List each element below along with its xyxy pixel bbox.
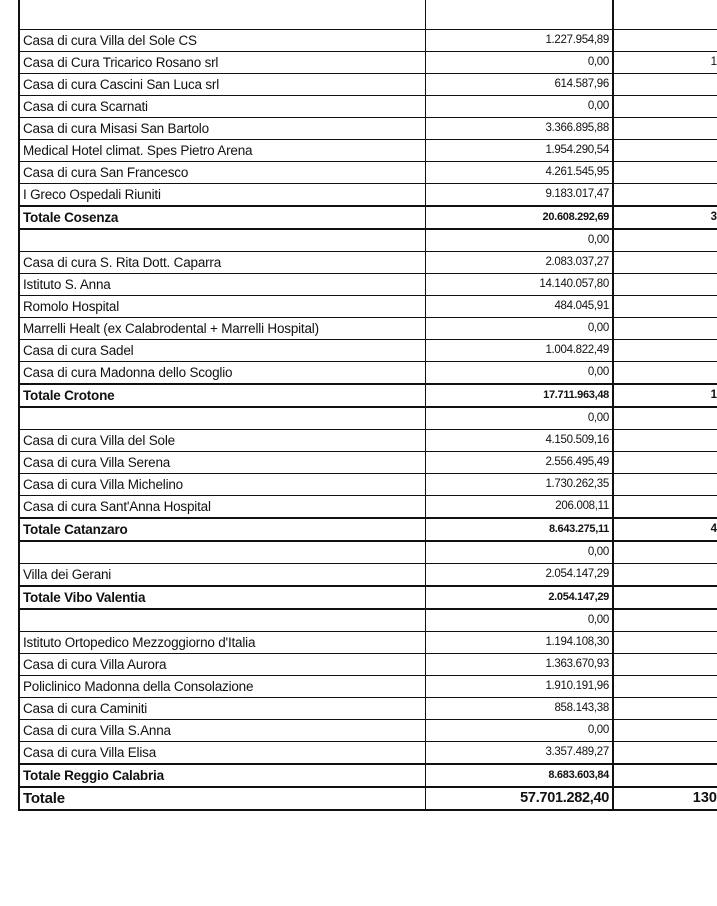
row-name: Romolo Hospital [19, 295, 425, 317]
spreadsheet [18, 0, 716, 811]
row-next-value [613, 586, 717, 609]
row-next-value [613, 764, 717, 787]
row-name: Totale Crotone [19, 384, 425, 407]
row-name [19, 229, 425, 252]
row-next-value [613, 339, 717, 361]
table-row [19, 429, 717, 451]
row-next-value [613, 609, 717, 632]
row-next-value [613, 73, 717, 95]
row-value: 0,00 [425, 719, 613, 741]
row-value: 8.683.603,84 [425, 764, 613, 787]
row-value: 4.150.509,16 [425, 429, 613, 451]
row-next-value [613, 183, 717, 206]
row-name: Casa di cura Villa Serena [19, 451, 425, 473]
table-row [19, 541, 717, 564]
row-next-value: 1 [613, 384, 717, 407]
row-value: 9.183.017,47 [425, 183, 613, 206]
row-next-value: 130 [613, 787, 717, 810]
table-row [19, 675, 717, 697]
table-row [19, 741, 717, 764]
row-value: 1.004.822,49 [425, 339, 613, 361]
table-row [19, 183, 717, 206]
row-name: Casa di cura San Francesco [19, 161, 425, 183]
row-value: 0,00 [425, 229, 613, 252]
table-row [19, 73, 717, 95]
table-row [19, 339, 717, 361]
table-row [19, 117, 717, 139]
row-next-value [613, 229, 717, 252]
row-name [19, 541, 425, 564]
row-name [19, 407, 425, 430]
row-value: 20.608.292,69 [425, 206, 613, 229]
row-name: Istituto Ortopedico Mezzoggiorno d'Italia [19, 631, 425, 653]
row-next-value [613, 451, 717, 473]
row-name: Istituto S. Anna [19, 273, 425, 295]
row-next-value [613, 473, 717, 495]
row-value: 1.730.262,35 [425, 473, 613, 495]
row-name: Casa di cura Villa S.Anna [19, 719, 425, 741]
subtotal-row [19, 518, 717, 541]
row-value: 1.194.108,30 [425, 631, 613, 653]
row-name: Casa di cura Madonna dello Scoglio [19, 361, 425, 384]
table-row [19, 161, 717, 183]
row-value: 614.587,96 [425, 73, 613, 95]
table-row [19, 295, 717, 317]
table-row [19, 495, 717, 518]
row-name: Casa di cura Villa del Sole [19, 429, 425, 451]
row-value: 4.261.545,95 [425, 161, 613, 183]
row-name: Casa di cura Villa del Sole CS [19, 29, 425, 51]
table-row [19, 317, 717, 339]
row-name: Casa di cura Cascini San Luca srl [19, 73, 425, 95]
header-cell-value [425, 0, 613, 29]
row-name: Casa di cura Caminiti [19, 697, 425, 719]
row-value: 3.366.895,88 [425, 117, 613, 139]
subtotal-row [19, 206, 717, 229]
row-next-value [613, 719, 717, 741]
header-cell-next [613, 0, 717, 29]
row-next-value: 1 [613, 51, 717, 73]
row-name: Totale Catanzaro [19, 518, 425, 541]
table-row [19, 719, 717, 741]
table-row [19, 361, 717, 384]
table-row [19, 653, 717, 675]
row-value: 484.045,91 [425, 295, 613, 317]
row-name: I Greco Ospedali Riuniti [19, 183, 425, 206]
row-value: 2.054.147,29 [425, 563, 613, 586]
row-name: Totale Cosenza [19, 206, 425, 229]
row-name: Totale Vibo Valentia [19, 586, 425, 609]
row-value: 0,00 [425, 317, 613, 339]
row-value: 17.711.963,48 [425, 384, 613, 407]
row-next-value [613, 117, 717, 139]
row-name: Villa dei Gerani [19, 563, 425, 586]
row-next-value [613, 653, 717, 675]
row-name: Totale [19, 787, 425, 810]
row-next-value [613, 139, 717, 161]
row-value: 57.701.282,40 [425, 787, 613, 810]
structures-table [18, 0, 717, 811]
row-name: Casa di cura S. Rita Dott. Caparra [19, 251, 425, 273]
row-value: 0,00 [425, 51, 613, 73]
table-row [19, 609, 717, 632]
table-row [19, 229, 717, 252]
row-name: Policlinico Madonna della Consolazione [19, 675, 425, 697]
row-value: 1.954.290,54 [425, 139, 613, 161]
row-name: Casa di cura Villa Aurora [19, 653, 425, 675]
table-row [19, 631, 717, 653]
table-row [19, 451, 717, 473]
subtotal-row [19, 586, 717, 609]
row-next-value [613, 407, 717, 430]
table-row [19, 29, 717, 51]
row-value: 1.910.191,96 [425, 675, 613, 697]
row-next-value [613, 161, 717, 183]
table-row [19, 251, 717, 273]
row-next-value [613, 675, 717, 697]
row-name: Totale Reggio Calabria [19, 764, 425, 787]
row-next-value [613, 429, 717, 451]
row-name: Casa di Cura Tricarico Rosano srl [19, 51, 425, 73]
table-row [19, 273, 717, 295]
row-next-value: 3 [613, 206, 717, 229]
table-row [19, 473, 717, 495]
row-value: 2.054.147,29 [425, 586, 613, 609]
row-name: Casa di cura Villa Elisa [19, 741, 425, 764]
row-next-value [613, 317, 717, 339]
row-next-value [613, 251, 717, 273]
row-name: Medical Hotel climat. Spes Pietro Arena [19, 139, 425, 161]
row-next-value [613, 541, 717, 564]
row-value: 1.227.954,89 [425, 29, 613, 51]
row-next-value [613, 361, 717, 384]
table-row [19, 51, 717, 73]
row-value: 8.643.275,11 [425, 518, 613, 541]
row-value: 14.140.057,80 [425, 273, 613, 295]
row-next-value [613, 295, 717, 317]
row-name: Marrelli Healt (ex Calabrodental + Marrelli Hospital) [19, 317, 425, 339]
row-name: Casa di cura Scarnati [19, 95, 425, 117]
row-value: 206.008,11 [425, 495, 613, 518]
row-name [19, 609, 425, 632]
row-name: Casa di cura Sant'Anna Hospital [19, 495, 425, 518]
row-value: 2.556.495,49 [425, 451, 613, 473]
table-row [19, 563, 717, 586]
table-row [19, 95, 717, 117]
row-next-value [613, 95, 717, 117]
subtotal-row [19, 764, 717, 787]
table-row [19, 139, 717, 161]
header-row [19, 0, 717, 29]
row-value: 0,00 [425, 541, 613, 564]
row-value: 1.363.670,93 [425, 653, 613, 675]
row-next-value [613, 273, 717, 295]
grand-total-row [19, 787, 717, 810]
table-row [19, 407, 717, 430]
row-value: 858.143,38 [425, 697, 613, 719]
table-row [19, 697, 717, 719]
row-next-value [613, 697, 717, 719]
row-value: 0,00 [425, 95, 613, 117]
row-name: Casa di cura Misasi San Bartolo [19, 117, 425, 139]
row-next-value [613, 741, 717, 764]
row-next-value [613, 563, 717, 586]
row-value: 0,00 [425, 361, 613, 384]
row-name: Casa di cura Villa Michelino [19, 473, 425, 495]
header-cell-name [19, 0, 425, 29]
row-name: Casa di cura Sadel [19, 339, 425, 361]
row-next-value [613, 29, 717, 51]
row-next-value [613, 631, 717, 653]
subtotal-row [19, 384, 717, 407]
row-value: 2.083.037,27 [425, 251, 613, 273]
row-value: 3.357.489,27 [425, 741, 613, 764]
row-value: 0,00 [425, 407, 613, 430]
row-next-value [613, 495, 717, 518]
row-value: 0,00 [425, 609, 613, 632]
row-next-value: 4 [613, 518, 717, 541]
